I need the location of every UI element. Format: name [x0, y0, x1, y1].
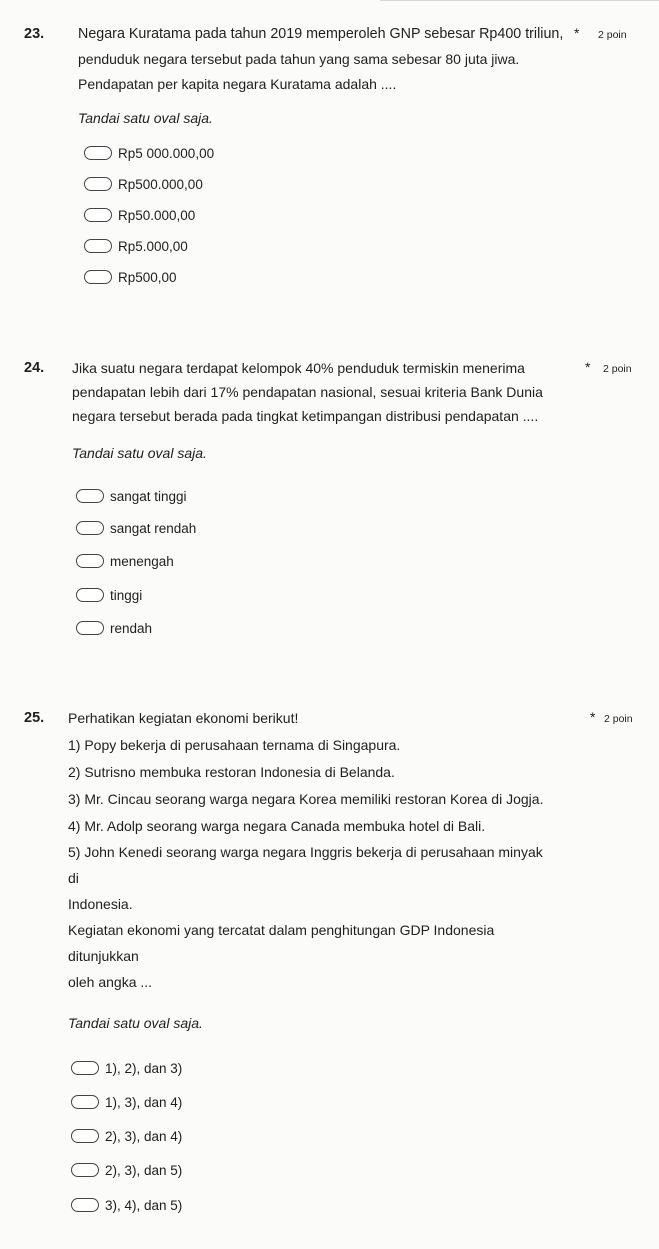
- question-number: 25.: [24, 710, 45, 726]
- option-label: Rp50.000,00: [118, 207, 196, 223]
- question-text-line: penduduk negara tersebut pada tahun yang sama sebesar 80 juta jiwa.: [78, 51, 520, 67]
- required-asterisk: *: [574, 25, 580, 41]
- required-asterisk: *: [585, 359, 591, 375]
- radio-oval-icon[interactable]: [76, 489, 104, 503]
- instruction-hint: Tandai satu oval saja.: [72, 445, 207, 461]
- question-number: 23.: [24, 26, 45, 42]
- option-radio[interactable]: [84, 173, 203, 195]
- points-label: 2 poin: [604, 713, 633, 725]
- question-text-line: 5) John Kenedi seorang warga negara Inggris bekerja di perusahaan minyak: [68, 844, 543, 860]
- question-text-line: oleh angka ...: [68, 974, 153, 990]
- points-label: 2 poin: [603, 363, 632, 375]
- option-radio[interactable]: [71, 1125, 182, 1147]
- option-radio[interactable]: [84, 204, 195, 226]
- radio-oval-icon[interactable]: [84, 146, 112, 160]
- option-radio[interactable]: [76, 517, 196, 539]
- radio-oval-icon[interactable]: [71, 1129, 99, 1143]
- option-label: Rp500.000,00: [118, 176, 203, 192]
- radio-oval-icon[interactable]: [71, 1163, 99, 1177]
- points-label: 2 poin: [598, 29, 627, 41]
- question-text-line: negara tersebut berada pada tingkat ketimpangan distribusi pendapatan ....: [72, 408, 539, 424]
- option-label: Rp5.000,00: [118, 238, 188, 254]
- question-text-line: Perhatikan kegiatan ekonomi berikut!: [68, 710, 299, 726]
- instruction-hint: Tandai satu oval saja.: [68, 1015, 203, 1031]
- option-label: 2), 3), dan 4): [105, 1128, 183, 1144]
- option-radio[interactable]: [71, 1194, 182, 1216]
- option-radio[interactable]: [71, 1091, 182, 1113]
- option-label: Rp500,00: [118, 269, 177, 285]
- instruction-hint: Tandai satu oval saja.: [78, 110, 213, 126]
- question-text-line: 2) Sutrisno membuka restoran Indonesia di Belanda.: [68, 764, 395, 780]
- option-radio[interactable]: [84, 266, 177, 288]
- option-radio[interactable]: [71, 1057, 182, 1079]
- option-label: rendah: [110, 620, 153, 636]
- option-radio[interactable]: [76, 550, 174, 572]
- radio-oval-icon[interactable]: [76, 521, 104, 535]
- radio-oval-icon[interactable]: [84, 208, 112, 222]
- radio-oval-icon[interactable]: [76, 588, 104, 602]
- radio-oval-icon[interactable]: [84, 270, 112, 284]
- option-label: 2), 3), dan 5): [105, 1162, 183, 1178]
- radio-oval-icon[interactable]: [71, 1095, 99, 1109]
- top-divider: [380, 0, 659, 9]
- option-label: tinggi: [110, 587, 143, 603]
- radio-oval-icon[interactable]: [84, 239, 112, 253]
- radio-oval-icon[interactable]: [76, 554, 104, 568]
- question-text-line: Kegiatan ekonomi yang tercatat dalam penghitungan GDP Indonesia: [68, 922, 495, 938]
- question-text-line: Indonesia.: [68, 896, 133, 912]
- option-radio[interactable]: [84, 235, 188, 257]
- radio-oval-icon[interactable]: [71, 1198, 99, 1212]
- option-radio[interactable]: [76, 485, 187, 507]
- option-label: 1), 3), dan 4): [105, 1094, 183, 1110]
- option-label: Rp5 000.000,00: [118, 145, 215, 161]
- question-number: 24.: [24, 360, 45, 376]
- option-label: menengah: [110, 553, 174, 569]
- option-label: 1), 2), dan 3): [105, 1060, 183, 1076]
- question-text-line: Negara Kuratama pada tahun 2019 memperoleh GNP sebesar Rp400 triliun,: [78, 26, 564, 42]
- question-text-line: Pendapatan per kapita negara Kuratama adalah ....: [78, 76, 397, 92]
- option-radio[interactable]: [76, 617, 152, 639]
- radio-oval-icon[interactable]: [76, 621, 104, 635]
- question-text-line: ditunjukkan: [68, 948, 139, 964]
- question-text-line: 1) Popy bekerja di perusahaan ternama di Singapura.: [68, 737, 401, 753]
- radio-oval-icon[interactable]: [84, 177, 112, 191]
- option-radio[interactable]: [84, 142, 214, 164]
- question-text-line: 4) Mr. Adolp seorang warga negara Canada membuka hotel di Bali.: [68, 818, 486, 834]
- option-radio[interactable]: [71, 1159, 182, 1181]
- option-label: sangat tinggi: [110, 488, 187, 504]
- question-text-line: di: [68, 870, 79, 886]
- option-radio[interactable]: [76, 584, 142, 606]
- option-label: sangat rendah: [110, 520, 197, 536]
- radio-oval-icon[interactable]: [71, 1061, 99, 1075]
- required-asterisk: *: [590, 709, 596, 725]
- question-text-line: Jika suatu negara terdapat kelompok 40% penduduk termiskin menerima: [72, 360, 525, 376]
- option-label: 3), 4), dan 5): [105, 1197, 183, 1213]
- question-text-line: pendapatan lebih dari 17% pendapatan nasional, sesuai kriteria Bank Dunia: [72, 384, 543, 400]
- question-text-line: 3) Mr. Cincau seorang warga negara Korea memiliki restoran Korea di Jogja.: [68, 791, 544, 807]
